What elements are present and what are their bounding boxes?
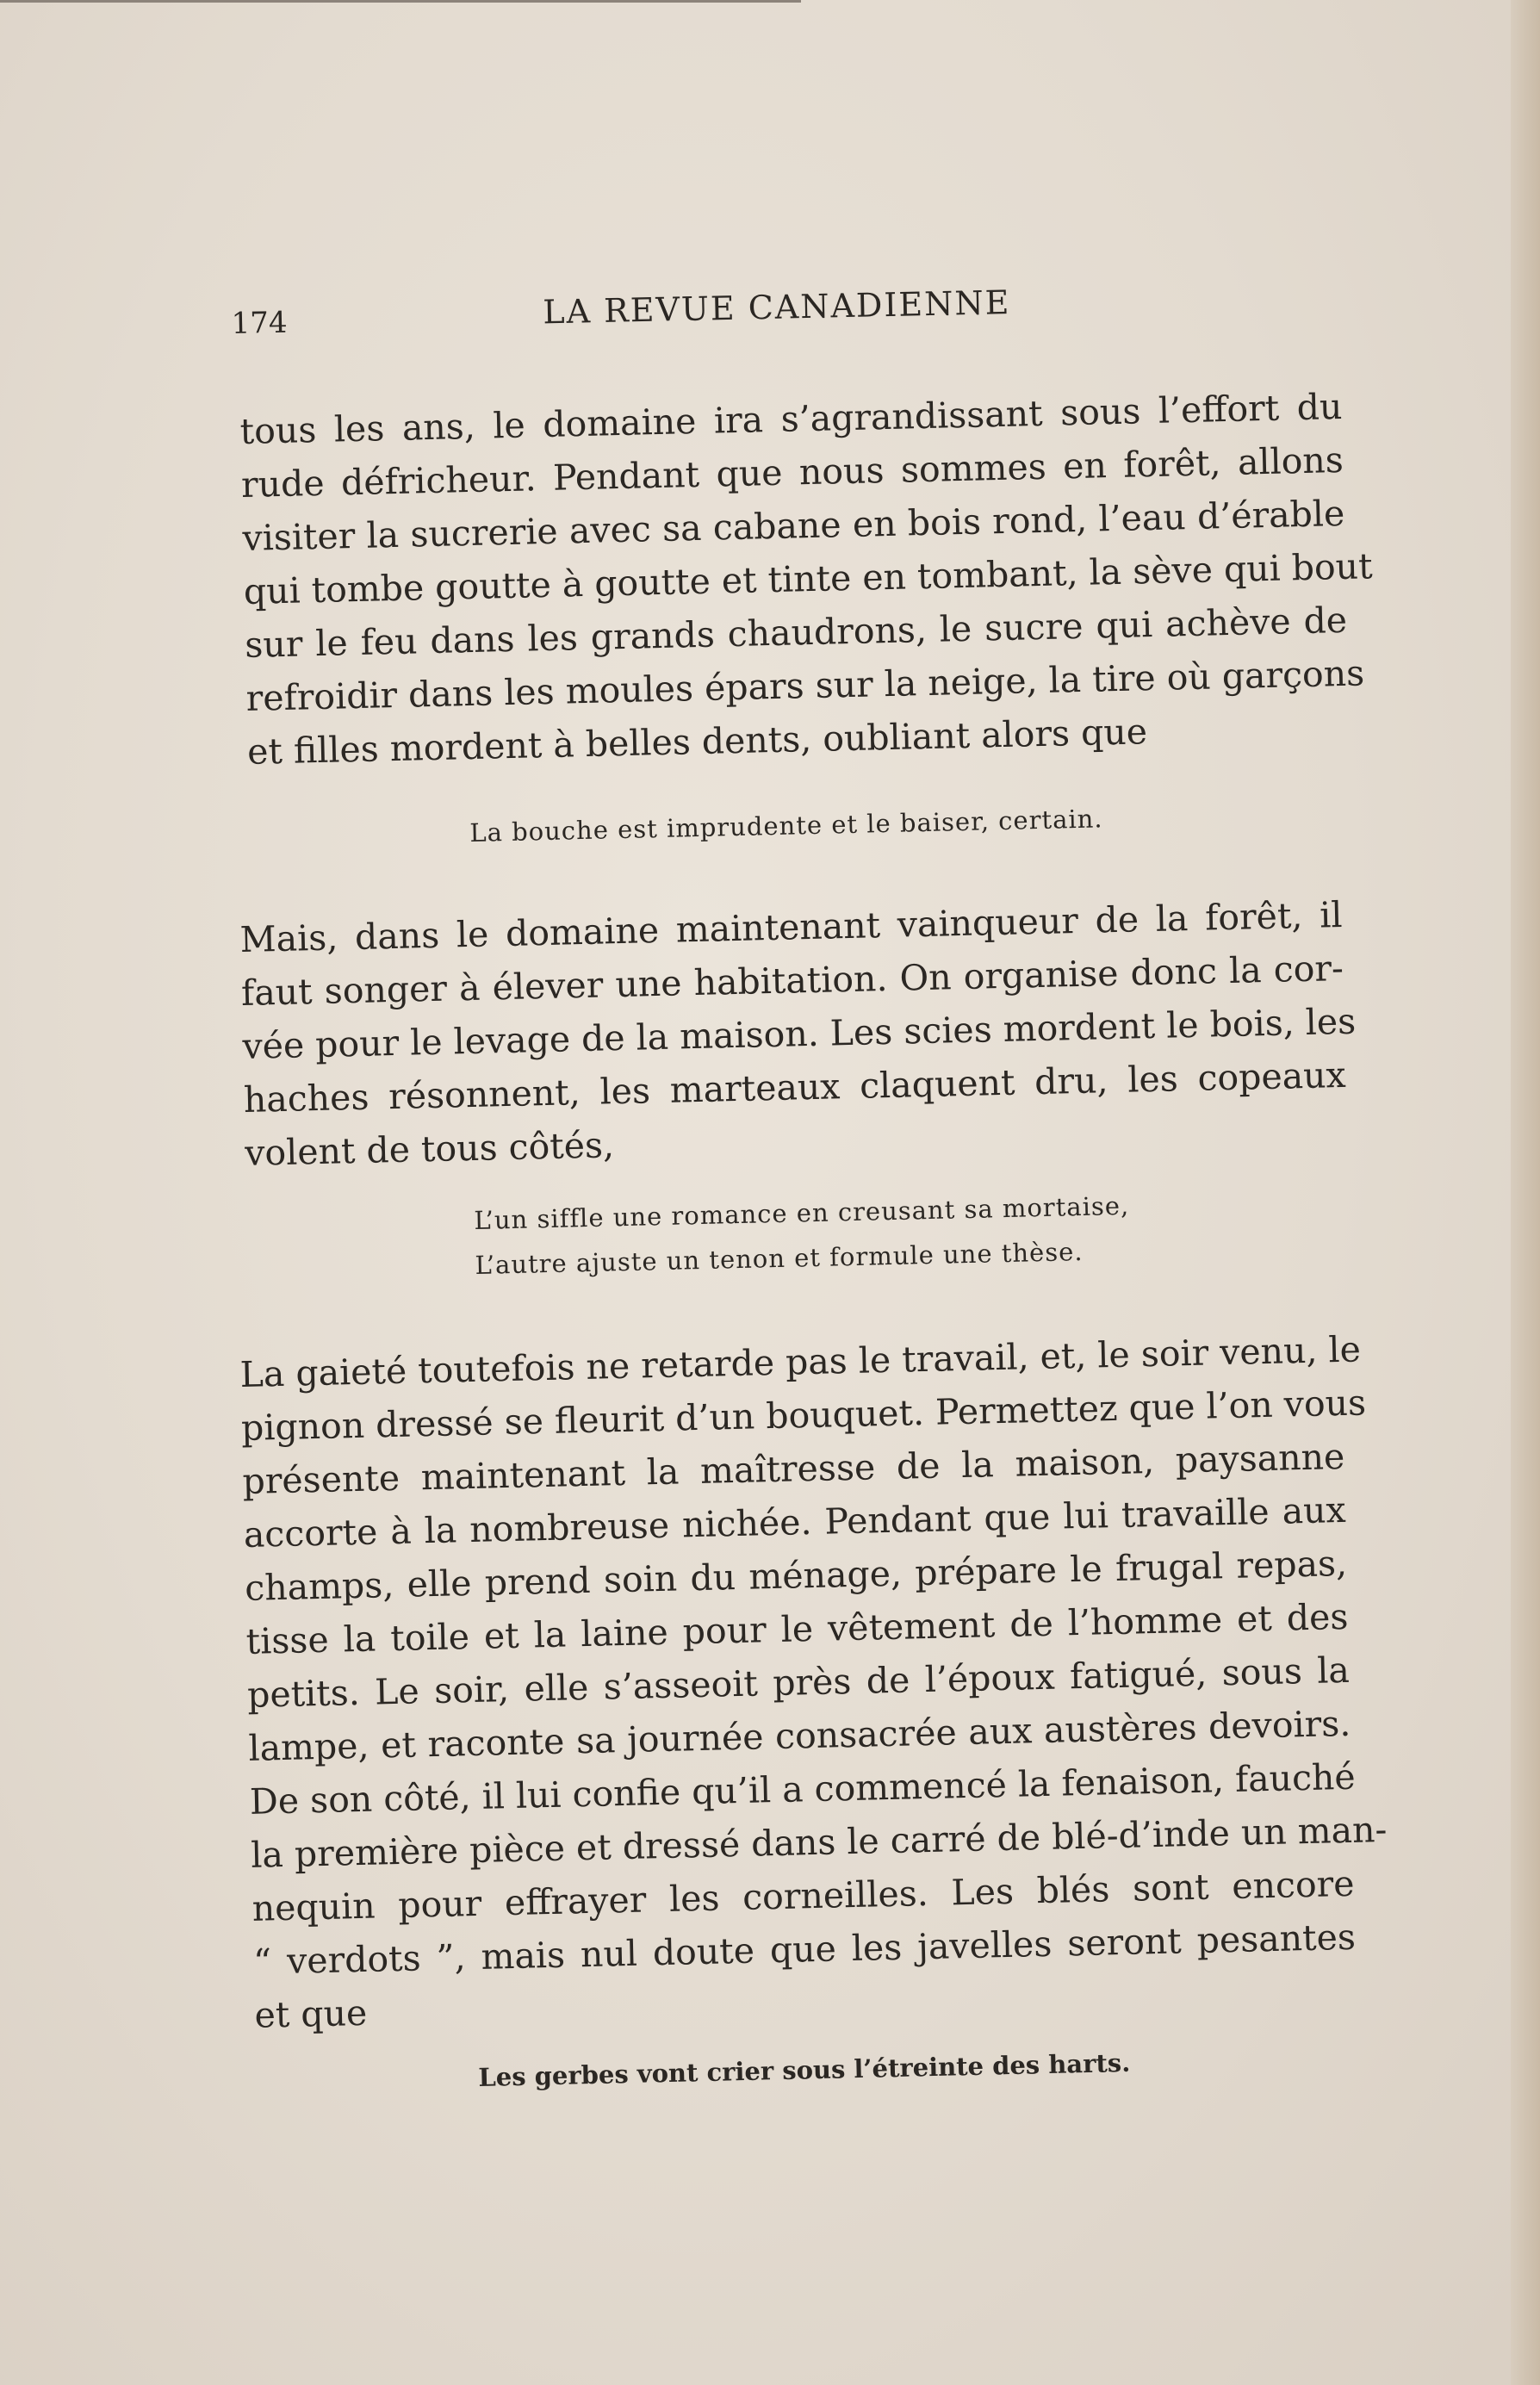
page-number: 174 <box>231 305 288 341</box>
paragraph-line: De son côté, il lui confie qu’il a commencé la fenaison, fauché <box>249 1755 1357 1823</box>
verse-quote-3 <box>478 2046 1254 2092</box>
verse-line: L’un siffle une romance en creusant sa mortaise, <box>474 1190 1130 1235</box>
paragraph-line: petits. Le soir, elle s’asseoit près de l’époux fatigué, sous la <box>246 1649 1351 1716</box>
paragraph-line: la première pièce et dressé dans le carré de blé-d’inde un man- <box>250 1808 1388 1876</box>
paragraph-line: “ verdots ”, mais nul doute que les javelles seront pesantes <box>252 1916 1357 1983</box>
paragraph-line: pignon dressé se fleurit d’un bouquet. Permettez que l’on vous <box>240 1382 1367 1449</box>
paragraph-line: haches résonnent, les marteaux claquent dru, les copeaux <box>243 1053 1347 1121</box>
verse-quote-2 <box>474 1189 1251 1280</box>
paragraph-line: sur le feu dans les grands chaudrons, le sucre qui achève de <box>244 599 1348 666</box>
paragraph-line: refroidir dans les moules épars sur la neige, la tire où garçons <box>245 652 1365 719</box>
paragraph-line: lampe, et raconte sa journée consacrée aux austères devoirs. <box>248 1702 1351 1769</box>
verse-line: L’autre ajuste un tenon et formule une thèse. <box>475 1236 1084 1280</box>
top-rule <box>0 0 801 3</box>
paragraph-line: tisse la toile et la laine pour le vêtement de l’homme et des <box>245 1595 1349 1662</box>
page-header <box>231 276 1351 351</box>
verse-line: Les gerbes vont crier sous l’étreinte des harts. <box>478 2047 1131 2092</box>
paragraph-line: et que <box>254 1991 368 2036</box>
paragraph-line: vée pour le levage de la maison. Les scies mordent le bois, les <box>241 1000 1357 1067</box>
paragraph-3 <box>239 1323 1388 2042</box>
paragraph-line: rude défricheur. Pendant que nous sommes en forêt, allons <box>240 438 1344 506</box>
verse-line: La bouche est imprudente et le baiser, certain. <box>469 804 1103 848</box>
paragraph-line: tous les ans, le domaine ira s’agrandissant sous l’effort du <box>239 385 1343 452</box>
running-title: LA REVUE CANADIENNE <box>542 283 1011 332</box>
paragraph-line: accorte à la nombreuse nichée. Pendant que lui travaille aux <box>243 1488 1347 1556</box>
paragraph-line: champs, elle prend soin du ménage, prépare le frugal repas, <box>244 1542 1348 1609</box>
paragraph-line: La gaieté toutefois ne retarde pas le travail, et, le soir venu, le <box>239 1328 1362 1395</box>
paragraph-line: présente maintenant la maîtresse de la maison, paysanne <box>241 1435 1345 1502</box>
paragraph-line: qui tombe goutte à goutte et tinte en tombant, la sève qui bout <box>243 545 1374 612</box>
paragraph-line: visiter la sucrerie avec sa cabane en bois rond, l’eau d’érable <box>241 492 1345 559</box>
verse-quote-1 <box>469 801 1245 848</box>
paragraph-line: Mais, dans le domaine maintenant vainqueur de la forêt, il <box>239 893 1343 960</box>
paragraph-1 <box>239 380 1374 779</box>
paragraph-line: et filles mordent à belles dents, oubliant alors que <box>246 711 1148 773</box>
paragraph-line: nequin pour effrayer les corneilles. Les blés sont encore <box>251 1862 1355 1929</box>
paragraph-2 <box>239 888 1357 1180</box>
page-edge-shadow <box>1511 0 1540 2385</box>
paragraph-line: volent de tous côtés, <box>244 1124 615 1174</box>
paragraph-line: faut songer à élever une habitation. On organise donc la cor- <box>240 947 1344 1014</box>
